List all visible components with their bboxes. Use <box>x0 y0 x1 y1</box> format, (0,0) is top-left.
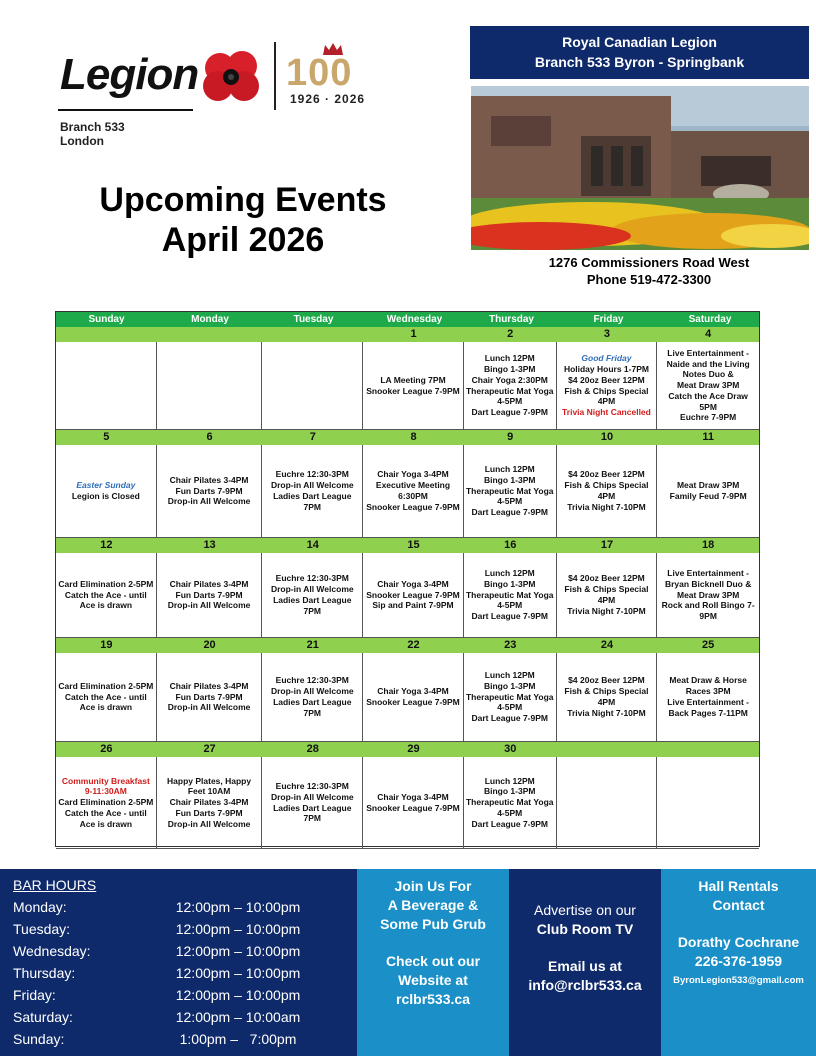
day-cell <box>363 653 464 742</box>
day-cell <box>56 653 157 742</box>
bar-hours-day: Wednesday: <box>13 943 91 959</box>
date-number: 17 <box>600 539 614 551</box>
events-row <box>56 553 759 638</box>
weekday-header <box>56 312 759 327</box>
bar-hours-row <box>13 918 357 940</box>
poppy-icon <box>200 48 264 106</box>
contact-email-link[interactable]: ByronLegion533@gmail.com <box>673 975 804 986</box>
date-number <box>56 327 157 342</box>
bar-hours-time: 12:00pm – 10:00pm <box>175 987 301 1003</box>
weekday-wednesday: Wednesday <box>386 314 443 325</box>
event-entry: Fun Darts 7-9PM <box>175 807 243 818</box>
advertise-panel <box>509 869 661 1056</box>
event-entry: Rock and Roll Bingo 7-9PM <box>661 600 755 622</box>
event-entry: Bingo 1-3PM <box>483 680 536 691</box>
event-entry: Ladies Dart League 7PM <box>273 491 352 512</box>
centennial-badge <box>286 42 386 112</box>
event-entry: Chair Yoga 3-4PM <box>377 469 449 480</box>
event-entry: Chair Yoga 3-4PM <box>377 791 449 802</box>
event-entry: Drop-in All Welcome <box>167 600 251 611</box>
day-cell <box>262 553 363 638</box>
day-cell <box>657 342 759 430</box>
event-entry: Legion is Closed <box>71 491 140 501</box>
date-number: 10 <box>600 431 614 443</box>
event-entry: Trivia Night 7-10PM <box>567 605 646 616</box>
branch-city: London <box>60 134 104 148</box>
day-cell <box>363 757 464 849</box>
day-cell <box>557 342 658 430</box>
date-number: 8 <box>410 431 417 443</box>
event-entry: Snooker League 7-9PM <box>366 385 460 396</box>
event-entry: Card Elimination 2-5PM <box>58 578 154 589</box>
event-entry: Live Entertainment - Naide and the Living Notes Duo & <box>666 347 750 380</box>
date-number: 21 <box>306 639 319 651</box>
date-number: 24 <box>600 639 614 651</box>
date-number: 14 <box>306 539 319 551</box>
date-number: 25 <box>702 639 715 651</box>
event-entry: Bingo 1-3PM <box>483 578 536 589</box>
day-cell <box>657 553 759 638</box>
date-number: 3 <box>603 328 611 340</box>
contact-phone[interactable]: 226-376-1959 <box>694 953 783 969</box>
advertise-line-1: Advertise on our <box>534 902 636 918</box>
event-entry: Lunch 12PM <box>484 568 535 578</box>
date-number: 11 <box>702 431 714 443</box>
day-cell <box>56 553 157 638</box>
event-entry: Drop-in All Welcome <box>167 702 251 713</box>
event-entry: Chair Yoga 3-4PM <box>377 578 449 589</box>
date-number: 29 <box>407 743 420 755</box>
banner-line-2: Branch 533 Byron - Springbank <box>534 54 745 70</box>
event-entry: Meat Draw 3PM <box>676 380 740 391</box>
day-cell <box>464 553 557 638</box>
date-number: 23 <box>504 639 517 651</box>
events-row <box>56 445 759 538</box>
event-entry: Fun Darts 7-9PM <box>175 485 243 496</box>
date-number: 2 <box>507 328 514 340</box>
day-cell <box>363 342 464 430</box>
event-entry: Catch the Ace - until Ace is drawn <box>64 691 147 713</box>
logo-divider <box>274 42 276 110</box>
contact-name: Dorathy Cochrane <box>677 934 800 950</box>
event-entry: Bingo 1-3PM <box>483 363 536 374</box>
event-entry: $4 20oz Beer 12PM <box>568 374 645 385</box>
event-entry: Euchre 7-9PM <box>680 412 737 423</box>
event-entry: Euchre 12:30-3PM <box>275 469 349 480</box>
weekday-tuesday: Tuesday <box>293 314 334 325</box>
day-cell <box>464 757 557 849</box>
event-entry: Lunch 12PM <box>484 353 535 364</box>
event-entry: Drop-in All Welcome <box>167 496 251 507</box>
date-number: 1 <box>410 328 417 340</box>
weekday-saturday: Saturday <box>688 314 732 325</box>
event-entry: Therapeutic Mat Yoga 4-5PM <box>465 385 554 407</box>
banner-line-1: Royal Canadian Legion <box>562 34 717 50</box>
date-number: 27 <box>203 743 216 755</box>
join-line-1: Join Us For <box>394 878 472 894</box>
page-title <box>60 180 426 260</box>
day-cell <box>262 445 363 538</box>
branch-number: Branch 533 <box>60 120 125 134</box>
bar-hours-row <box>13 1028 357 1050</box>
day-cell <box>56 342 157 430</box>
day-cell <box>464 342 557 430</box>
event-entry: Dart League 7-9PM <box>471 611 548 622</box>
bar-hours-row <box>13 962 357 984</box>
date-number <box>262 327 363 342</box>
calendar-week <box>56 638 759 742</box>
street-address: 1276 Commissioners Road West <box>548 255 750 270</box>
event-entry: Therapeutic Mat Yoga 4-5PM <box>465 797 554 818</box>
day-cell <box>157 342 263 430</box>
bar-hours-row <box>13 940 357 962</box>
day-cell <box>557 553 658 638</box>
event-entry: Holiday Hours 1-7PM <box>563 363 649 374</box>
event-entry: Drop-in All Welcome <box>270 480 354 491</box>
bar-hours-time: 1:00pm – 7:00pm <box>179 1031 297 1047</box>
bar-hours-time: 12:00pm – 10:00am <box>175 1009 301 1025</box>
event-entry: Live Entertainment - Bryan Bicknell Duo & <box>664 568 752 589</box>
hall-line-1: Hall Rentals <box>698 878 779 894</box>
event-entry: Snooker League 7-9PM <box>366 501 460 512</box>
date-number: 16 <box>504 539 517 551</box>
date-number: 6 <box>206 431 213 443</box>
bar-hours-time: 12:00pm – 10:00pm <box>175 943 301 959</box>
title-line-1: Upcoming Events <box>99 181 387 219</box>
date-row <box>56 742 759 757</box>
event-entry: Euchre 12:30-3PM <box>275 675 349 686</box>
date-number: 30 <box>504 743 517 755</box>
event-entry: Live Entertainment - Back Pages 7-11PM <box>667 697 750 718</box>
event-entry: Lunch 12PM <box>484 670 535 680</box>
day-cell <box>56 445 157 538</box>
event-entry: Trivia Night Cancelled <box>562 407 651 418</box>
event-entry: Fun Darts 7-9PM <box>175 691 243 702</box>
event-entry: Drop-in All Welcome <box>167 818 251 829</box>
event-entry: Fish & Chips Special 4PM <box>564 584 649 605</box>
day-cell <box>262 342 363 430</box>
day-cell <box>557 757 658 849</box>
event-entry: Bingo 1-3PM <box>483 786 536 797</box>
event-entry: Meat Draw 3PM <box>676 480 740 491</box>
branch-address <box>470 254 816 288</box>
bar-hours-day: Monday: <box>13 899 67 915</box>
event-entry: Family Feud 7-9PM <box>669 491 747 501</box>
date-row <box>56 430 759 445</box>
date-number: 19 <box>100 639 113 651</box>
day-cell <box>557 445 658 538</box>
advertise-line-3: Email us at <box>548 958 622 974</box>
event-entry: Catch the Ace - until Ace is drawn <box>64 589 147 611</box>
date-number: 22 <box>407 639 420 651</box>
event-entry: Euchre 12:30-3PM <box>275 573 349 584</box>
branch-building-photo <box>471 86 809 250</box>
event-entry: Chair Pilates 3-4PM <box>169 797 249 808</box>
event-entry: LA Meeting 7PM <box>380 374 446 385</box>
join-line-2: A Beverage & <box>387 897 479 913</box>
date-row <box>56 327 759 342</box>
day-cell <box>657 757 759 849</box>
date-number <box>157 327 263 342</box>
date-row <box>56 638 759 653</box>
phone-number: Phone 519-472-3300 <box>586 272 712 287</box>
hall-line-2: Contact <box>712 897 765 913</box>
bar-hours-title: BAR HOURS <box>13 877 97 893</box>
event-entry: Lunch 12PM <box>484 464 535 474</box>
date-number <box>557 742 658 757</box>
day-cell <box>557 653 658 742</box>
event-entry: Snooker League 7-9PM <box>366 802 460 813</box>
bar-hours-panel <box>0 869 357 1056</box>
event-entry: Catch the Ace Draw 5PM <box>668 390 748 412</box>
event-entry: Good Friday <box>581 353 632 364</box>
footer <box>0 869 816 1056</box>
event-entry: Trivia Night 7-10PM <box>567 501 646 512</box>
day-cell <box>464 445 557 538</box>
date-number: 15 <box>407 539 420 551</box>
event-entry: Meat Draw 3PM <box>676 589 740 600</box>
branch-banner <box>470 26 809 79</box>
legion-logo <box>58 40 388 150</box>
event-entry: Therapeutic Mat Yoga 4-5PM <box>465 691 554 713</box>
calendar-week <box>56 327 759 430</box>
event-entry: Fish & Chips Special 4PM <box>564 385 649 407</box>
event-entry: Fun Darts 7-9PM <box>175 589 243 600</box>
event-entry: Snooker League 7-9PM <box>366 589 460 600</box>
weekday-sunday: Sunday <box>88 314 125 325</box>
weekday-monday: Monday <box>191 314 229 325</box>
date-row <box>56 538 759 553</box>
event-entry: Fish & Chips Special 4PM <box>564 686 649 707</box>
event-entry: $4 20oz Beer 12PM <box>568 469 645 480</box>
day-cell <box>657 653 759 742</box>
events-row <box>56 342 759 430</box>
event-entry: Drop-in All Welcome <box>270 584 354 595</box>
event-entry: Ladies Dart League 7PM <box>273 802 352 824</box>
event-entry: Snooker League 7-9PM <box>366 697 460 707</box>
event-entry: Executive Meeting 6:30PM <box>375 480 451 501</box>
bar-hours-day: Sunday: <box>13 1031 65 1047</box>
event-entry: Euchre 12:30-3PM <box>275 780 349 791</box>
weekday-friday: Friday <box>593 314 624 325</box>
event-entry: Chair Pilates 3-4PM <box>169 474 249 485</box>
calendar-week <box>56 742 759 849</box>
date-number: 26 <box>100 743 113 755</box>
bar-hours-time: 12:00pm – 10:00pm <box>175 899 301 915</box>
event-entry: Dart League 7-9PM <box>471 407 548 418</box>
weekday-thursday: Thursday <box>488 314 534 325</box>
title-line-2: April 2026 <box>161 221 325 259</box>
hall-rentals-panel <box>661 869 816 1056</box>
wordmark-underline <box>58 109 193 111</box>
events-calendar <box>55 311 760 847</box>
advertise-email-link[interactable]: info@rclbr533.ca <box>528 977 642 993</box>
date-number: 18 <box>702 539 715 551</box>
event-entry: Drop-in All Welcome <box>270 686 354 697</box>
event-entry: $4 20oz Beer 12PM <box>568 573 645 584</box>
event-entry: Drop-in All Welcome <box>270 791 354 802</box>
date-number: 12 <box>100 539 113 551</box>
event-entry: Catch the Ace - until Ace is drawn <box>64 807 147 829</box>
date-number: 28 <box>306 743 319 755</box>
day-cell <box>262 653 363 742</box>
bar-hours-day: Saturday: <box>13 1009 73 1025</box>
day-cell <box>464 653 557 742</box>
day-cell <box>157 445 263 538</box>
day-cell <box>363 445 464 538</box>
event-entry: Chair Yoga 2:30PM <box>471 374 548 385</box>
event-entry: Meat Draw & Horse Races 3PM <box>669 675 747 697</box>
event-entry: Ladies Dart League 7PM <box>273 697 352 718</box>
bar-hours-time: 12:00pm – 10:00pm <box>175 965 301 981</box>
join-line-4: Check out our <box>385 953 481 969</box>
event-entry: Community Breakfast 9-11:30AM <box>61 775 150 797</box>
event-entry: Easter Sunday <box>76 480 136 491</box>
join-line-3: Some Pub Grub <box>380 916 486 932</box>
event-entry: Chair Pilates 3-4PM <box>169 578 249 589</box>
event-entry: Dart League 7-9PM <box>471 507 548 518</box>
events-row <box>56 653 759 742</box>
centennial-years: 1926 · 2026 <box>290 92 366 106</box>
calendar-week <box>56 538 759 638</box>
event-entry: Chair Pilates 3-4PM <box>169 680 249 691</box>
date-number: 5 <box>103 431 110 443</box>
date-number: 4 <box>705 328 712 340</box>
bar-hours-time: 12:00pm – 10:00pm <box>175 921 301 937</box>
event-entry: Therapeutic Mat Yoga 4-5PM <box>465 589 554 611</box>
bar-hours-row <box>13 984 357 1006</box>
day-cell <box>157 553 263 638</box>
event-entry: Fish & Chips Special 4PM <box>564 480 649 501</box>
advertise-line-2: Club Room TV <box>536 921 634 937</box>
date-number <box>657 742 759 757</box>
event-entry: Happy Plates, Happy Feet 10AM <box>167 775 252 797</box>
join-line-5: Website at <box>398 972 468 988</box>
date-number: 13 <box>203 539 216 551</box>
pub-grub-panel <box>357 869 509 1056</box>
bar-hours-day: Thursday: <box>13 965 76 981</box>
event-entry: Card Elimination 2-5PM <box>58 797 154 808</box>
bar-hours-day: Tuesday: <box>13 921 71 937</box>
event-entry: Trivia Night 7-10PM <box>567 707 646 718</box>
event-entry: Sip and Paint 7-9PM <box>372 600 454 611</box>
date-number: 7 <box>309 431 316 443</box>
event-entry: Therapeutic Mat Yoga 4-5PM <box>465 485 554 507</box>
events-row <box>56 757 759 849</box>
day-cell <box>262 757 363 849</box>
website-link[interactable]: rclbr533.ca <box>396 991 470 1007</box>
bar-hours-row <box>13 896 357 918</box>
day-cell <box>157 757 263 849</box>
event-entry: $4 20oz Beer 12PM <box>568 675 645 686</box>
event-entry: Card Elimination 2-5PM <box>58 680 154 691</box>
day-cell <box>157 653 263 742</box>
centennial-number: 100 <box>286 52 353 94</box>
bar-hours-row <box>13 1006 357 1028</box>
day-cell <box>657 445 759 538</box>
date-number: 9 <box>507 431 514 443</box>
day-cell <box>56 757 157 849</box>
day-cell <box>363 553 464 638</box>
legion-wordmark: Legion <box>60 50 199 99</box>
event-entry: Bingo 1-3PM <box>483 474 536 485</box>
event-entry: Dart League 7-9PM <box>471 713 548 724</box>
calendar-weeks <box>56 327 759 849</box>
event-entry: Dart League 7-9PM <box>471 818 548 829</box>
event-entry: Ladies Dart League 7PM <box>273 595 352 616</box>
event-entry: Chair Yoga 3-4PM <box>377 686 449 697</box>
calendar-week <box>56 430 759 538</box>
event-entry: Lunch 12PM <box>484 775 535 786</box>
bar-hours-day: Friday: <box>13 987 56 1003</box>
date-number: 20 <box>203 639 216 651</box>
